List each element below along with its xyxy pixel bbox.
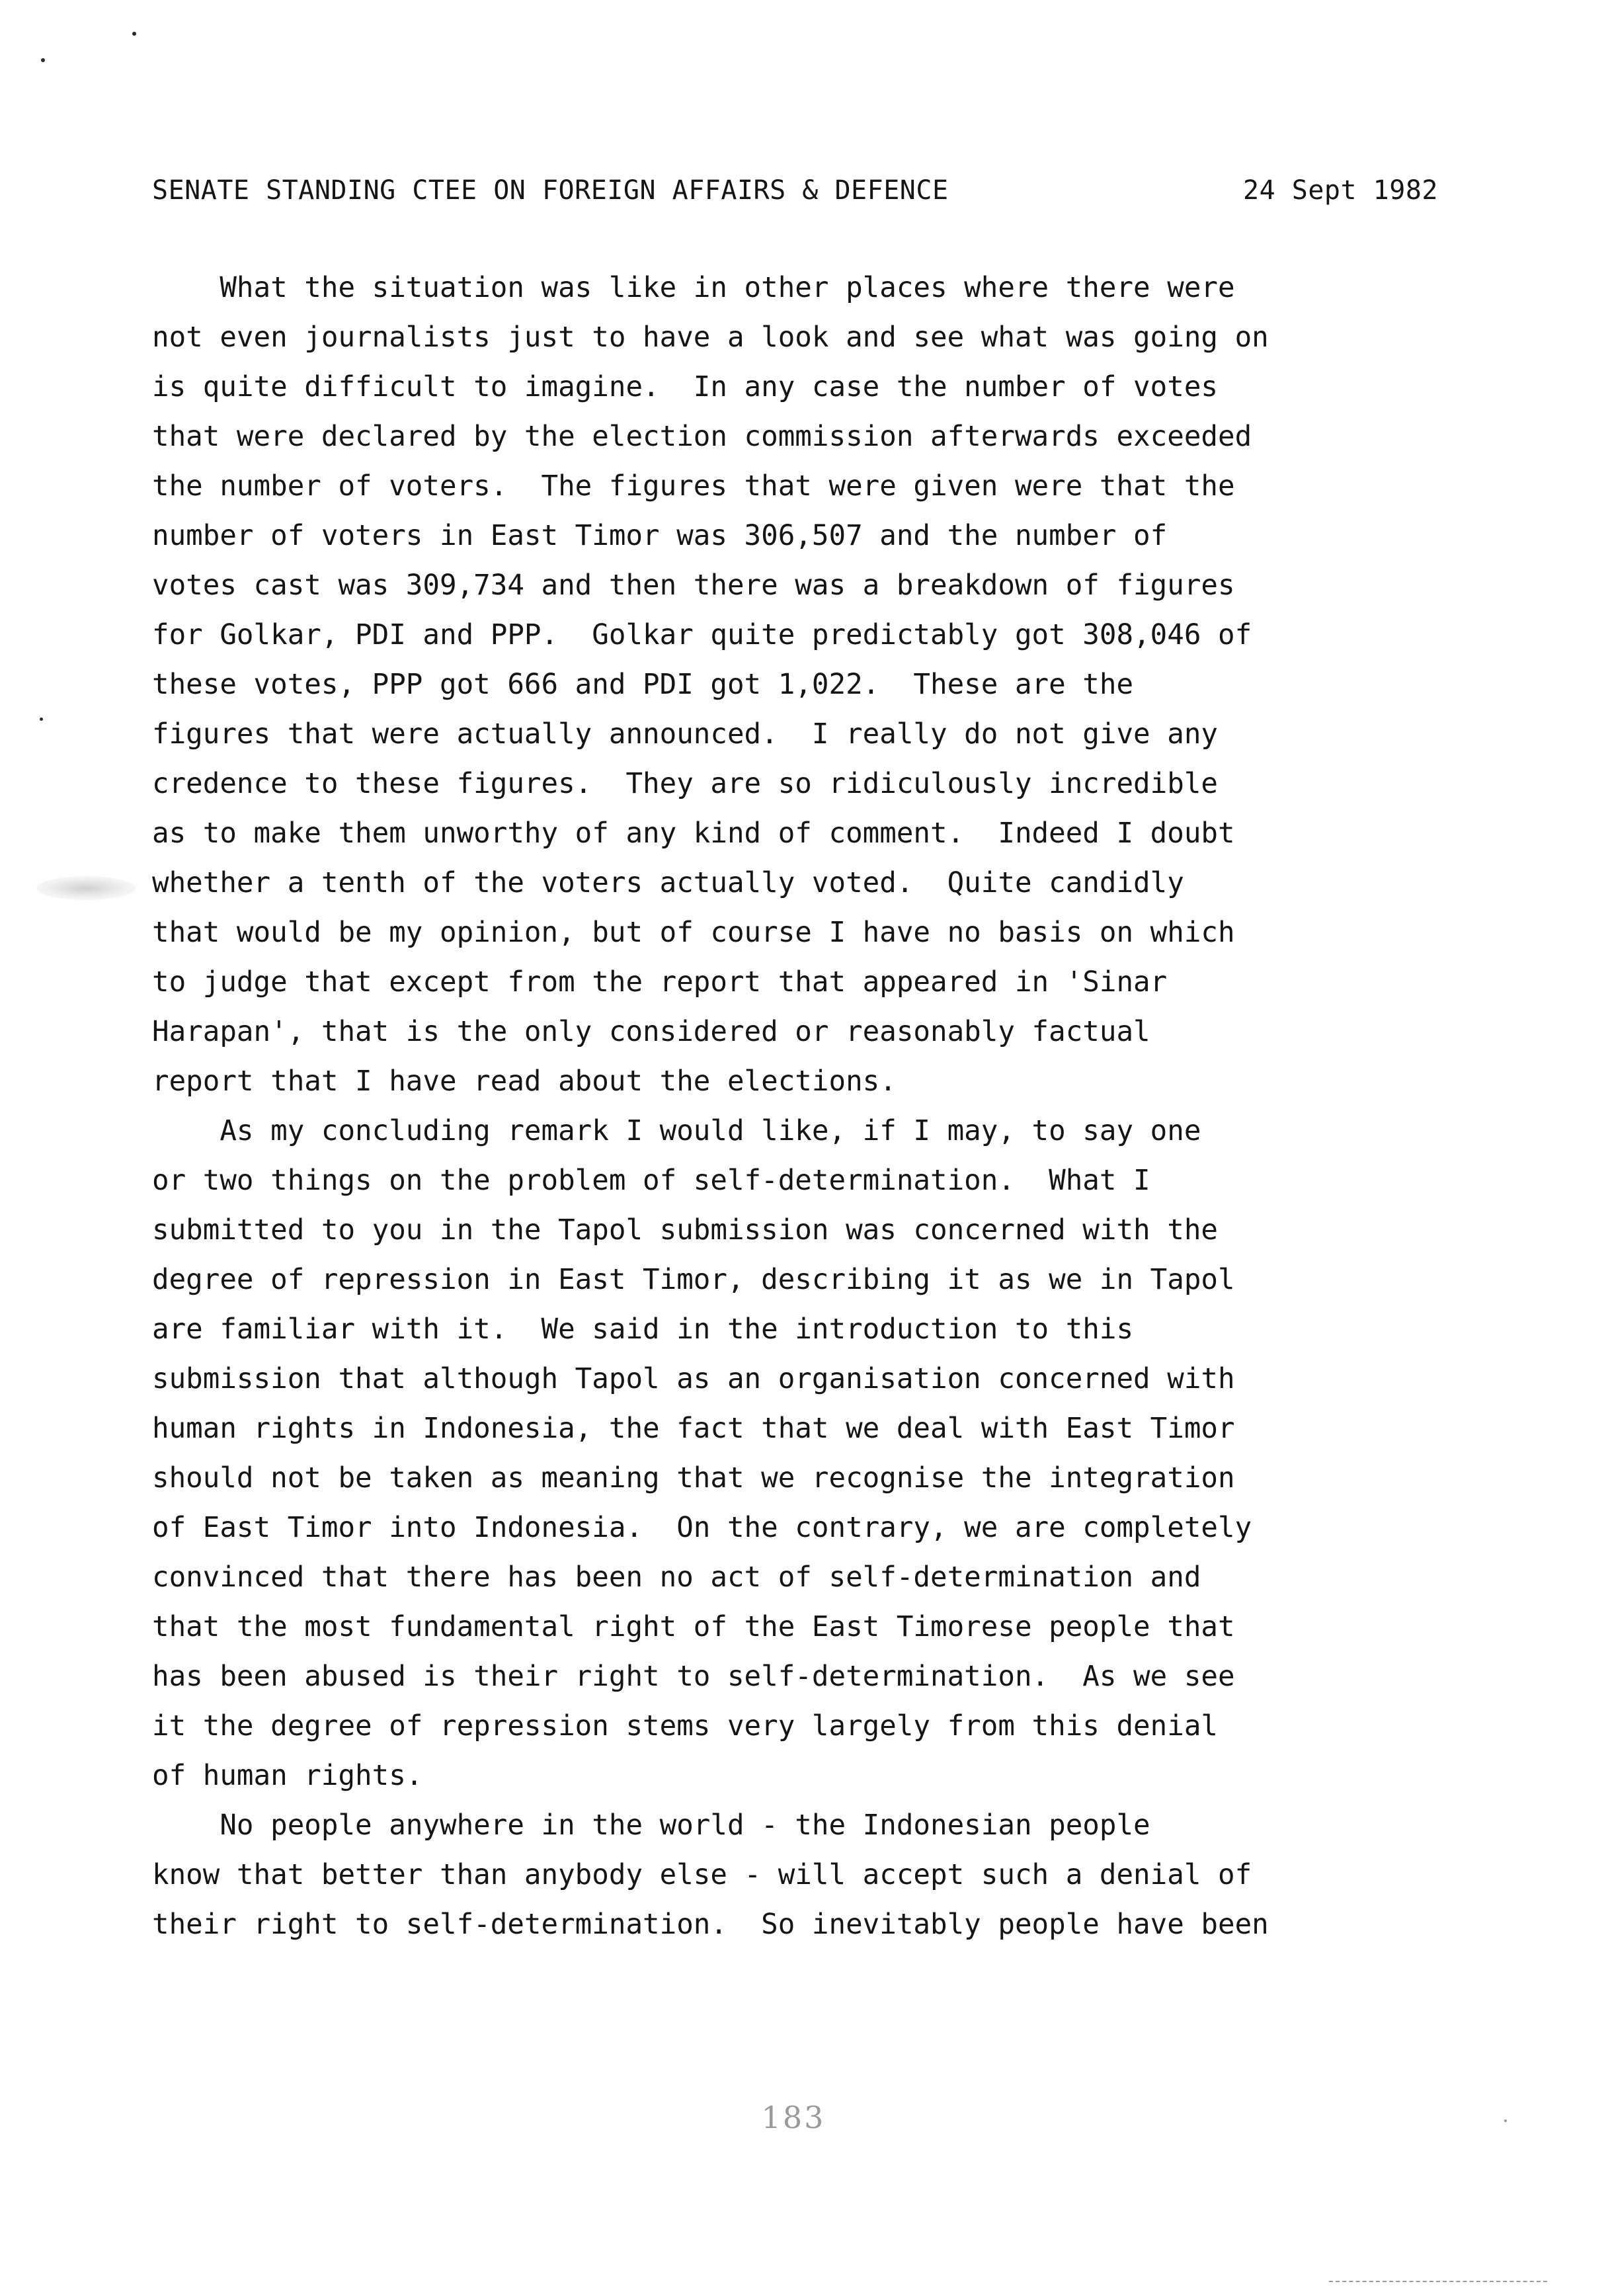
page-number: 183 <box>761 2100 826 2135</box>
text-line: As my concluding remark I would like, if I may, to say one <box>152 1115 1201 1147</box>
text-line: No people anywhere in the world - the Indonesian people <box>152 1809 1150 1842</box>
text-line: as to make them unworthy of any kind of comment. Indeed I doubt <box>152 817 1235 850</box>
scan-speck <box>41 58 45 62</box>
text-line: of human rights. <box>152 1760 423 1792</box>
text-line: for Golkar, PDI and PPP. Golkar quite predictably got 308,046 of <box>152 619 1252 651</box>
text-line: has been abused is their right to self-determination. As we see <box>152 1660 1235 1693</box>
text-line: to judge that except from the report that appeared in 'Sinar <box>152 966 1168 999</box>
document-date: 24 Sept 1982 <box>1243 175 1438 206</box>
text-line: that the most fundamental right of the East Timorese people that <box>152 1611 1235 1643</box>
text-line: What the situation was like in other places where there were <box>152 272 1235 304</box>
text-line: should not be taken as meaning that we recognise the integration <box>152 1462 1235 1495</box>
text-line: degree of repression in East Timor, describing it as we in Tapol <box>152 1264 1235 1296</box>
text-line: are familiar with it. We said in the introduction to this <box>152 1313 1134 1346</box>
text-line: credence to these figures. They are so ridiculously incredible <box>152 768 1218 800</box>
text-line: figures that were actually announced. I really do not give any <box>152 718 1218 751</box>
text-line: these votes, PPP got 666 and PDI got 1,022. These are the <box>152 669 1134 701</box>
document-header <box>152 171 1438 210</box>
text-line: whether a tenth of the voters actually voted. Quite candidly <box>152 867 1184 899</box>
scan-speck <box>40 718 43 721</box>
text-line: their right to self-determination. So inevitably people have been <box>152 1908 1269 1941</box>
text-line: is quite difficult to imagine. In any case the number of votes <box>152 371 1218 403</box>
text-line: Harapan', that is the only considered or reasonably factual <box>152 1016 1150 1048</box>
text-line: votes cast was 309,734 and then there was a breakdown of figures <box>152 569 1235 602</box>
text-line: report that I have read about the elections. <box>152 1065 897 1098</box>
scan-smudge <box>36 876 136 900</box>
text-line: number of voters in East Timor was 306,507 and the number of <box>152 520 1168 552</box>
scan-edge-rule <box>1329 2281 1547 2282</box>
text-line: of East Timor into Indonesia. On the contrary, we are completely <box>152 1512 1252 1544</box>
committee-title: SENATE STANDING CTEE ON FOREIGN AFFAIRS & DEFENCE <box>152 175 949 206</box>
text-line: know that better than anybody else - will accept such a denial of <box>152 1859 1252 1891</box>
scan-speck <box>132 32 136 36</box>
text-line: that were declared by the election commission afterwards exceeded <box>152 421 1252 453</box>
text-line: that would be my opinion, but of course I have no basis on which <box>152 917 1235 949</box>
scan-speck <box>1504 2119 1507 2122</box>
text-line: convinced that there has been no act of self-determination and <box>152 1561 1201 1594</box>
text-line: or two things on the problem of self-determination. What I <box>152 1165 1150 1197</box>
text-line: submission that although Tapol as an organisation concerned with <box>152 1363 1235 1395</box>
text-line: the number of voters. The figures that were given were that the <box>152 470 1235 503</box>
transcript-body <box>152 263 1458 1949</box>
text-line: submitted to you in the Tapol submission was concerned with the <box>152 1214 1218 1247</box>
text-line: human rights in Indonesia, the fact that we deal with East Timor <box>152 1413 1235 1445</box>
text-line: not even journalists just to have a look and see what was going on <box>152 321 1269 354</box>
text-line: it the degree of repression stems very largely from this denial <box>152 1710 1218 1742</box>
